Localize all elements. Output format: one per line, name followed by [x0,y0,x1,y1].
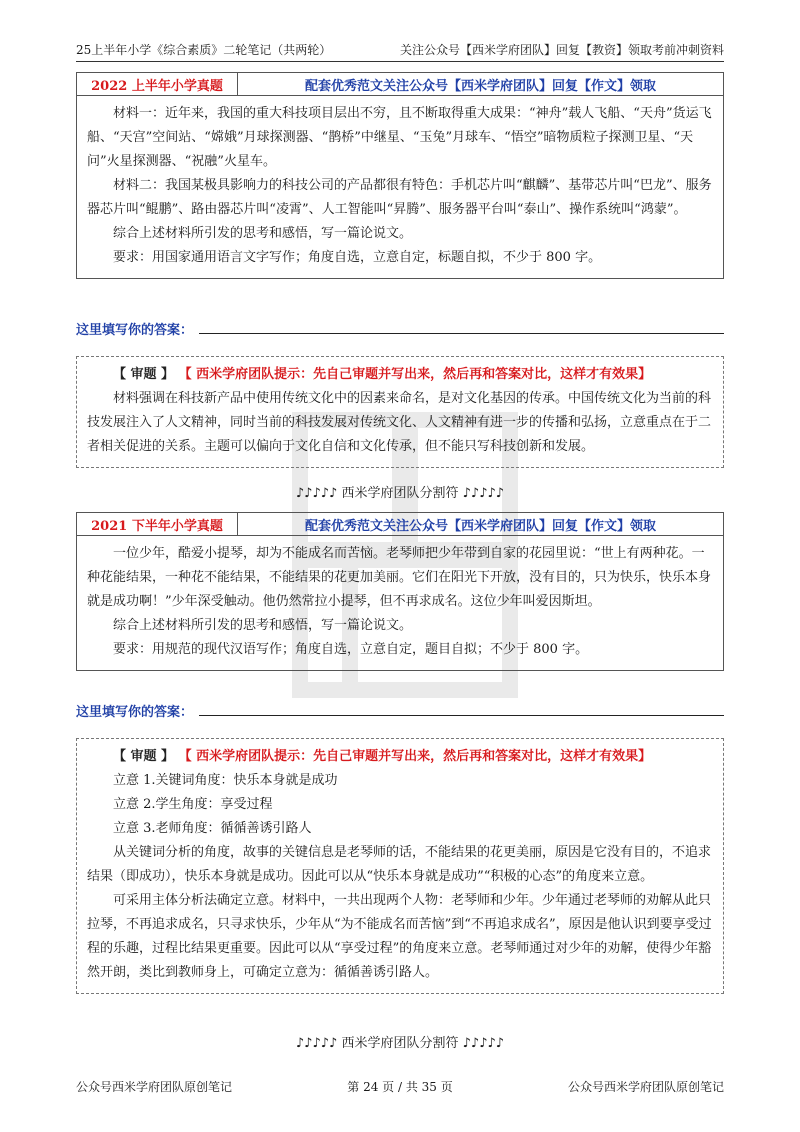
material-1: 材料一：近年来，我国的重大科技项目层出不穷，且不断取得重大成果：“神舟”载人飞船、“天舟”货运飞船、“天宫”空间站、“嫦娥”月球探测器、“鹊桥”中继星、“玉兔”月球车、“悟空”暗物质粒子探测卫星、“天问”火星探测器、“祝融”火星车。 [87,106,712,169]
review-2021 [76,738,724,994]
question-2022 [76,72,724,279]
question-2021 [76,512,724,671]
analysis-subject: 可采用主体分析法确定立意。材料中，一共出现两个人物：老琴师和少年。少年通过老琴师的劝解从此只拉琴，不再追求成名，只寻求快乐，少年从“为不能成名而苦恼”到“不再追求成名”，原因是他认识到要享受过程的乐趣，过程比结果更重要。因此可以从“享受过程”的角度来立意。老琴师通过对少年的劝解，使得少年豁然开朗，类比到教师身上，可确定立意为：循循善诱引路人。 [87,893,712,980]
review-2022 [76,356,724,468]
footer-right: 公众号西米学府团队原创笔记 [567,1080,724,1094]
instruction: 综合上述材料所引发的思考和感悟，写一篇论说文。 [113,618,413,633]
question-header [77,513,723,536]
footer-left: 公众号西米学府团队原创笔记 [76,1080,233,1094]
answer-label: 这里填写你的答案： [76,705,194,720]
idea-1: 立意 1.关键词角度：快乐本身就是成功 [113,773,338,788]
answer-field-2[interactable] [76,700,724,720]
question-body [77,536,723,670]
question-promo: 配套优秀范文关注公众号【西米学府团队】回复【作文】领取 [304,518,656,534]
page-footer [76,1078,724,1095]
section-divider: ♪♪♪♪♪ 西米学府团队分割符 ♪♪♪♪♪ [295,1036,505,1051]
review-title [87,745,713,769]
answer-underline[interactable] [199,332,724,334]
section-divider: ♪♪♪♪♪ 西米学府团队分割符 ♪♪♪♪♪ [295,486,505,501]
review-title-label: 【 审题 】 [113,749,175,764]
header-left: 25上半年小学《综合素质》二轮笔记（共两轮） [76,43,332,57]
review-title-hint: 【 西米学府团队提示：先自己审题并写出来，然后再和答案对比，这样才有效果】 [178,367,652,382]
answer-field-1[interactable] [76,318,724,338]
analysis-keyword: 从关键词分析的角度，故事的关键信息是老琴师的话，不能结果的花更美丽，原因是它没有目的，不追求结果（即成功），快乐本身就是成功。因此可以从“快乐本身就是成功”“积极的心态”的角度来立意。 [87,845,712,884]
review-paragraph: 材料强调在科技新产品中使用传统文化中的因素来命名，是对文化基因的传承。中国传统文化为当前的科技发展注入了人文精神，同时当前的科技发展对传统文化、人文精神有进一步的传播和弘扬，立意重点在于二者相关促进的关系。主题可以偏向于文化自信和文化传承，但不能只写科技创新和发展。 [87,391,712,454]
material-2: 材料二：我国某极具影响力的科技公司的产品都很有特色：手机芯片叫“麒麟”、基带芯片叫“巴龙”、服务器芯片叫“鲲鹏”、路由器芯片叫“凌霄”、人工智能叫“昇腾”、服务器平台叫“泰山”、操作系统叫“鸿蒙”。 [87,178,712,217]
answer-label: 这里填写你的答案： [76,323,194,338]
header-right: 关注公众号【西米学府团队】回复【教资】领取考前冲刺资料 [399,43,724,57]
idea-3: 立意 3.老师角度：循循善诱引路人 [113,821,312,836]
question-year: 2022 上半年小学真题 [77,73,238,95]
answer-underline[interactable] [199,714,724,716]
question-year: 2021 下半年小学真题 [77,513,238,535]
question-promo: 配套优秀范文关注公众号【西米学府团队】回复【作文】领取 [304,78,656,94]
page-number: 第 24 页 / 共 35 页 [347,1080,453,1094]
question-body [77,96,723,278]
requirement: 要求：用规范的现代汉语写作；角度自选，立意自定，题目自拟；不少于 800 字。 [113,642,589,657]
review-title-hint: 【 西米学府团队提示：先自己审题并写出来，然后再和答案对比，这样才有效果】 [178,749,652,764]
instruction: 综合上述材料所引发的思考和感悟，写一篇论说文。 [113,226,413,241]
review-title [87,363,713,387]
material: 一位少年，酷爱小提琴，却为不能成名而苦恼。老琴师把少年带到自家的花园里说：“世上有两种花。一种花能结果，一种花不能结果，不能结果的花更加美丽。它们在阳光下开放，没有目的，只为快乐，快乐本身就是成功啊！”少年深受触动。他仍然常拉小提琴，但不再求成名。这位少年叫爱因斯坦。 [87,546,712,609]
idea-2: 立意 2.学生角度：享受过程 [113,797,273,812]
page-header [76,38,724,62]
review-title-label: 【 审题 】 [113,367,175,382]
requirement: 要求：用国家通用语言文字写作；角度自选，立意自定，标题自拟，不少于 800 字。 [113,250,602,265]
question-header [77,73,723,96]
